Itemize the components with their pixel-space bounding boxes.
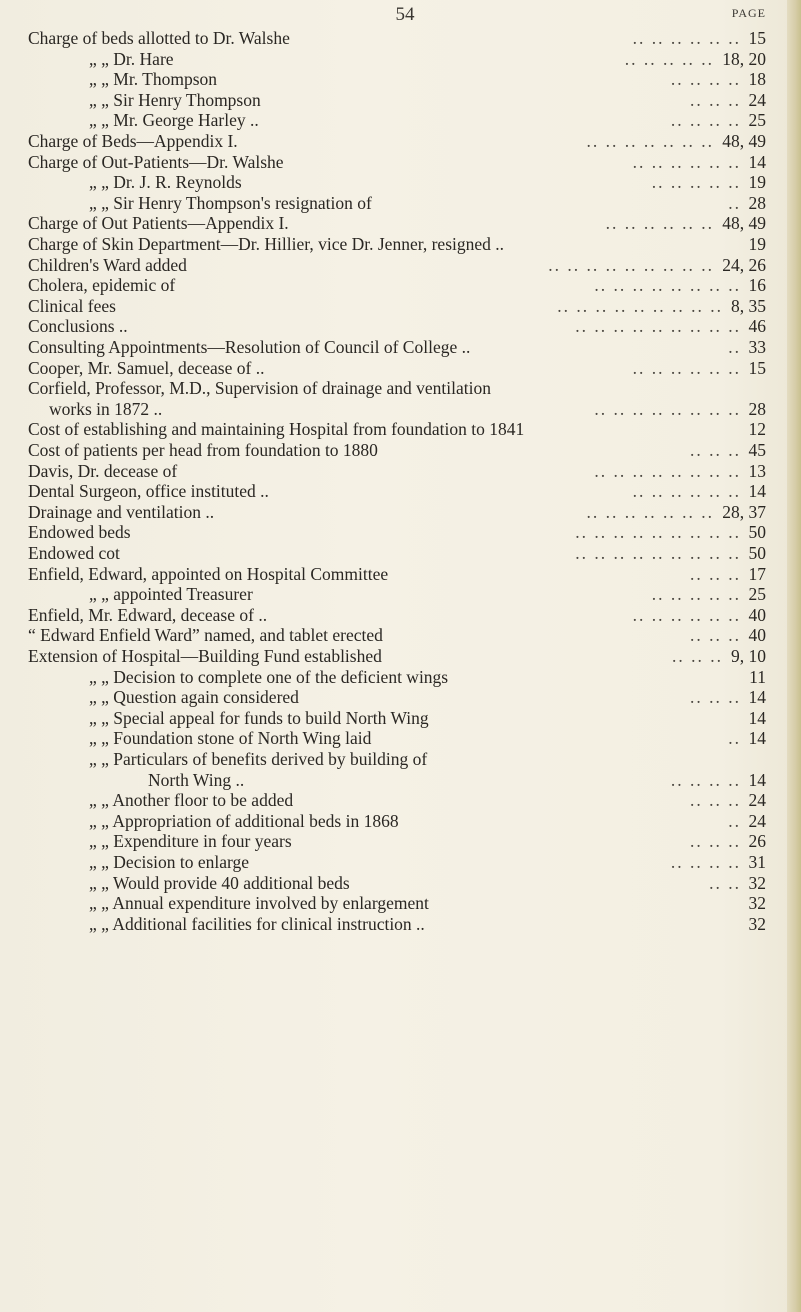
- index-entry: [0, 377, 801, 400]
- entry-text: „ „ Would provide 40 additional beds: [89, 872, 350, 893]
- entry-leader-dots: .. .. .. .. .. ..: [605, 213, 714, 234]
- entry-text: „ „ Question again considered: [89, 687, 299, 708]
- entry-leader-dots: .. .. ..: [690, 831, 741, 852]
- index-entry: [0, 624, 801, 647]
- entry-page-ref: 15: [748, 357, 766, 378]
- entry-text: „ „ Special appeal for funds to build North Wing: [89, 707, 429, 728]
- index-entry: [0, 686, 801, 709]
- index-entry: [0, 48, 801, 71]
- index-entry: [0, 789, 801, 812]
- entry-leader-dots: .. .. .. .. .. .. .. ..: [594, 275, 741, 296]
- entry-text: „ „ Dr. Hare: [89, 48, 174, 69]
- entry-leader-dots: .. .. ..: [672, 646, 723, 666]
- entry-leader-dots: .. .. .. ..: [670, 769, 741, 790]
- index-entry: [0, 192, 801, 215]
- entry-page-ref: 32: [748, 893, 766, 914]
- entry-text: „ „ appointed Treasurer: [89, 584, 253, 605]
- entry-leader-dots: .. .. .. .. .. .. ..: [586, 131, 714, 151]
- entry-text: Endowed beds: [28, 522, 131, 543]
- entry-leader-dots: .. .. .. .. .. ..: [632, 151, 741, 172]
- entry-page-ref: 8, 35: [731, 295, 766, 316]
- entry-page-ref: 11: [749, 666, 766, 687]
- entry-leader-dots: .. .. .. .. ..: [651, 172, 741, 193]
- entry-leader-dots: .. .. .. .. .. .. .. .. ..: [575, 522, 741, 543]
- entry-page-ref: 26: [748, 831, 766, 852]
- entry-leader-dots: ..: [728, 810, 741, 831]
- entry-leader-dots: .. .. .. .. .. .. .. .. ..: [575, 316, 741, 337]
- entry-page-ref: 14: [748, 687, 766, 708]
- entry-page-ref: 48, 49: [722, 131, 766, 151]
- entry-text: „ „ Foundation stone of North Wing laid: [89, 728, 372, 749]
- entry-text: „ „ Annual expenditure involved by enlargement: [89, 893, 429, 914]
- page-column-heading: PAGE: [731, 6, 766, 20]
- entry-text: Charge of Beds—Appendix I.: [28, 131, 238, 151]
- entry-page-ref: 50: [748, 543, 766, 563]
- entry-page-ref: 40: [748, 625, 766, 646]
- entry-text: Cooper, Mr. Samuel, decease of ..: [28, 357, 265, 378]
- entry-leader-dots: .. .. .. .. .. .. .. .. ..: [548, 254, 714, 275]
- entry-page-ref: 17: [748, 563, 766, 584]
- entry-leader-dots: ..: [728, 192, 741, 213]
- entry-text: „ „ Decision to enlarge: [89, 852, 250, 872]
- entry-page-ref: 24: [748, 89, 766, 110]
- entry-page-ref: 40: [748, 604, 766, 625]
- entry-leader-dots: .. .. .. .. .. ..: [632, 28, 741, 48]
- entry-page-ref: 14: [748, 728, 766, 749]
- entry-text: Enfield, Mr. Edward, decease of ..: [28, 604, 268, 625]
- entry-text: Charge of Out Patients—Appendix I.: [28, 213, 289, 234]
- entry-leader-dots: .. .. ..: [690, 89, 741, 110]
- entry-text: „ „ Decision to complete one of the deficient wings: [89, 666, 449, 687]
- entry-text: works in 1872 ..: [49, 398, 163, 419]
- entry-page-ref: 32: [748, 872, 766, 893]
- entry-page-ref: 48, 49: [722, 213, 766, 234]
- index-entry: [0, 109, 801, 132]
- index-entry: [0, 666, 801, 689]
- entry-text: „ „ Additional facilities for clinical instruction ..: [89, 913, 425, 934]
- entry-text: Cost of establishing and maintaining Hospital from foundation to 1841: [28, 419, 525, 440]
- entry-page-ref: 16: [748, 275, 766, 296]
- index-entry: [0, 480, 801, 503]
- entry-page-ref: 12: [748, 419, 766, 440]
- index-entry: [0, 810, 801, 833]
- entry-text: Davis, Dr. decease of: [28, 460, 178, 481]
- entry-text: „ „ Dr. J. R. Reynolds: [89, 172, 242, 193]
- entry-text: “ Edward Enfield Ward” named, and tablet erected: [28, 625, 383, 646]
- entry-leader-dots: .. .. .. .. ..: [651, 584, 741, 605]
- entry-text: „ „ Particulars of benefits derived by building of: [89, 749, 428, 769]
- entry-text: Cholera, epidemic of: [28, 275, 176, 296]
- index-entry: [0, 295, 801, 318]
- index-entry: [0, 583, 801, 606]
- entry-text: Corfield, Professor, M.D., Supervision of drainage and ventilation: [28, 378, 491, 399]
- index-entry: [0, 418, 801, 441]
- entry-page-ref: 14: [748, 707, 766, 728]
- entry-leader-dots: .. .. .. .. .. ..: [632, 481, 741, 502]
- entry-leader-dots: .. .. .. .. .. .. .. ..: [594, 398, 741, 419]
- entry-text: „ „ Expenditure in four years: [89, 831, 292, 852]
- entry-text: Extension of Hospital—Building Fund established: [28, 646, 382, 666]
- index-entry: [0, 398, 801, 421]
- entry-page-ref: 31: [748, 852, 766, 872]
- entry-text: „ „ Appropriation of additional beds in 1868: [89, 810, 399, 831]
- entry-page-ref: 25: [748, 584, 766, 605]
- entry-page-ref: 25: [748, 110, 766, 131]
- entry-page-ref: 32: [748, 913, 766, 934]
- entry-page-ref: 28: [748, 398, 766, 419]
- entry-page-ref: 18: [748, 69, 766, 90]
- index-entry: [0, 130, 801, 153]
- entry-leader-dots: .. .. .. .. .. ..: [632, 604, 741, 625]
- entry-page-ref: 46: [748, 316, 766, 337]
- index-entry: [0, 212, 801, 235]
- entry-leader-dots: .. .. .. .. .. .. .. ..: [594, 460, 741, 481]
- entry-text: „ „ Another floor to be added: [89, 790, 294, 811]
- index-entry: [0, 171, 801, 194]
- entry-leader-dots: .. .. .. .. .. .. .. .. ..: [557, 295, 723, 316]
- index-entry: [0, 892, 801, 915]
- index-entry: [0, 748, 801, 771]
- entry-page-ref: 28, 37: [722, 501, 766, 522]
- entry-page-ref: 18, 20: [722, 48, 766, 69]
- index-entry: [0, 604, 801, 627]
- entry-leader-dots: .. ..: [709, 872, 741, 893]
- entry-text: Drainage and ventilation ..: [28, 501, 215, 522]
- entry-text: Consulting Appointments—Resolution of Council of College ..: [28, 337, 471, 357]
- index-entry: [0, 254, 801, 277]
- entry-text: „ „ Mr. Thompson: [89, 69, 218, 90]
- index-entry: [0, 151, 801, 174]
- entry-text: Cost of patients per head from foundation to 1880: [28, 440, 378, 460]
- page-number: 54: [395, 4, 415, 25]
- entry-text: Charge of Out-Patients—Dr. Walshe: [28, 151, 284, 172]
- index-entry: [0, 27, 801, 50]
- entry-leader-dots: .. .. ..: [690, 687, 741, 708]
- index-entry: [0, 707, 801, 730]
- entry-text: Conclusions ..: [28, 316, 128, 337]
- entry-text: „ „ Sir Henry Thompson: [89, 89, 261, 110]
- index-entry: [0, 851, 801, 874]
- entry-page-ref: 14: [748, 481, 766, 502]
- entry-page-ref: 19: [748, 172, 766, 193]
- entry-leader-dots: .. .. .. ..: [670, 110, 741, 131]
- entry-leader-dots: .. .. .. .. .. .. ..: [586, 501, 714, 522]
- entry-leader-dots: .. .. .. .. ..: [624, 48, 714, 69]
- index-entry: [0, 872, 801, 895]
- entry-leader-dots: .. .. ..: [690, 790, 741, 811]
- index-entry: [0, 439, 801, 462]
- entry-page-ref: 24: [748, 810, 766, 831]
- entry-leader-dots: .. .. .. .. .. .. .. .. ..: [575, 543, 741, 563]
- index-entry: [0, 68, 801, 91]
- entry-text: „ „ Mr. George Harley ..: [89, 110, 259, 131]
- entry-text: Charge of Skin Department—Dr. Hillier, vice Dr. Jenner, resigned ..: [28, 234, 505, 254]
- entry-text: Enfield, Edward, appointed on Hospital Committee: [28, 563, 389, 584]
- entry-leader-dots: .. .. ..: [690, 563, 741, 584]
- entry-page-ref: 14: [748, 151, 766, 172]
- entry-text: Children's Ward added: [28, 254, 187, 275]
- entry-page-ref: 24: [748, 790, 766, 811]
- index-entry: [0, 274, 801, 297]
- index-entry: [0, 315, 801, 338]
- entry-page-ref: 19: [748, 234, 766, 254]
- entry-leader-dots: .. .. ..: [690, 440, 741, 460]
- entry-page-ref: 15: [748, 28, 766, 48]
- index-entry: [0, 542, 801, 565]
- entry-page-ref: 33: [748, 337, 766, 357]
- entry-text: Charge of beds allotted to Dr. Walshe: [28, 28, 290, 48]
- entry-text: „ „ Sir Henry Thompson's resignation of: [89, 192, 372, 213]
- entry-page-ref: 9, 10: [731, 646, 766, 666]
- index-entry: [0, 233, 801, 256]
- index-entry: [0, 501, 801, 524]
- index-entry: [0, 769, 801, 792]
- entry-text: North Wing ..: [148, 769, 245, 790]
- entry-text: Endowed cot: [28, 543, 120, 563]
- entry-page-ref: 45: [748, 440, 766, 460]
- index-entry: [0, 645, 801, 668]
- entry-leader-dots: .. .. .. .. .. ..: [632, 357, 741, 378]
- entry-text: Dental Surgeon, office instituted ..: [28, 481, 269, 502]
- entry-page-ref: 50: [748, 522, 766, 543]
- entry-page-ref: 13: [748, 460, 766, 481]
- index-entry: [0, 460, 801, 483]
- entry-page-ref: 24, 26: [722, 254, 766, 275]
- entry-leader-dots: ..: [728, 337, 741, 357]
- index-entry: [0, 913, 801, 936]
- index-entry: [0, 521, 801, 544]
- index-entry: [0, 89, 801, 112]
- index-entry: [0, 357, 801, 380]
- entry-page-ref: 28: [748, 192, 766, 213]
- index-entry: [0, 563, 801, 586]
- index-entry: [0, 336, 801, 359]
- entry-text: Clinical fees: [28, 295, 116, 316]
- entry-page-ref: 14: [748, 769, 766, 790]
- index-entry: [0, 830, 801, 853]
- entry-leader-dots: .. .. ..: [690, 625, 741, 646]
- entry-leader-dots: .. .. .. ..: [670, 852, 741, 872]
- index-entry: [0, 727, 801, 750]
- entry-leader-dots: .. .. .. ..: [670, 69, 741, 90]
- entry-leader-dots: ..: [728, 728, 741, 749]
